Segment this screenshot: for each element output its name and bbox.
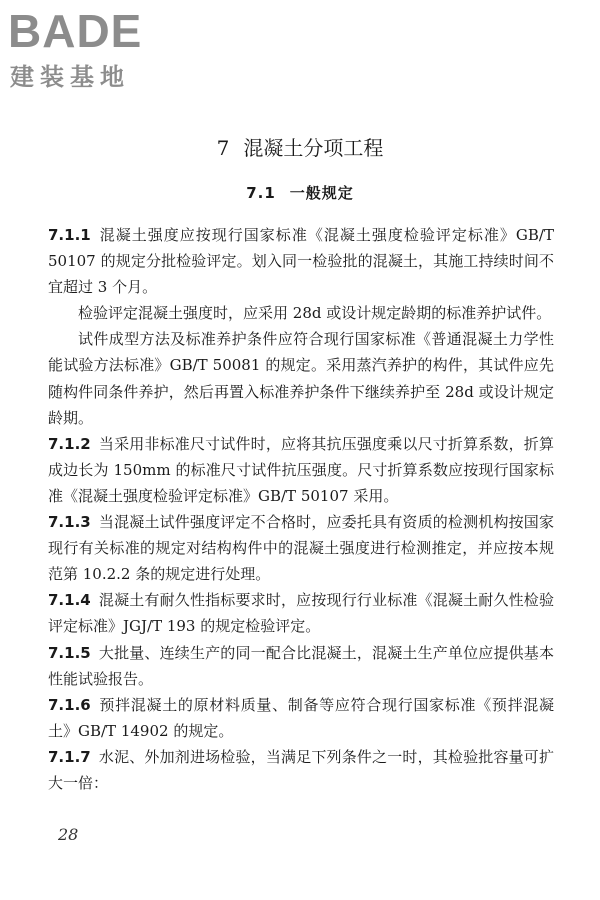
paragraph-text: 检验评定混凝土强度时，应采用 28d 或设计规定龄期的标准养护试件。 [78, 304, 552, 323]
clause-number: 7.1.4 [48, 591, 91, 610]
paragraph-text: 大批量、连续生产的同一配合比混凝土，混凝土生产单位应提供基本性能试验报告。 [48, 643, 554, 688]
paragraph [48, 326, 554, 430]
chapter-title-text: 混凝土分项工程 [243, 136, 384, 160]
paragraph-text: 水泥、外加剂进场检验，当满足下列条件之一时，其检验批容量可扩大一倍： [48, 747, 554, 792]
paragraph-text: 当采用非标准尺寸试件时，应将其抗压强度乘以尺寸折算系数，折算成边长为 150mm 的标准尺寸试件抗压强度。尺寸折算系数应按现行国家标准《混凝土强度检验评定标准》GB/T 50107 采用。 [48, 434, 554, 505]
paragraph-7-1-1 [48, 222, 554, 300]
paragraph-7-1-6 [48, 692, 554, 744]
paragraph-text: 预拌混凝土的原材料质量、制备等应符合现行国家标准《预拌混凝土》GB/T 14902 的规定。 [48, 695, 554, 740]
paragraph-text: 混凝土有耐久性指标要求时，应按现行行业标准《混凝土耐久性检验评定标准》JGJ/T 193 的规定检验评定。 [48, 591, 554, 636]
body-text [48, 222, 554, 796]
paragraph-text: 试件成型方法及标准养护条件应符合现行国家标准《普通混凝土力学性能试验方法标准》GB/T 50081 的规定。采用蒸汽养护的构件，其试件应先随构件同条件养护，然后再置入标准养护条件下继续养护至 28d 或设计规定龄期。 [48, 330, 554, 427]
page-number: 28 [58, 825, 79, 844]
paragraph [48, 300, 554, 326]
clause-number: 7.1.1 [48, 226, 91, 244]
clause-number: 7.1.7 [48, 747, 91, 766]
paragraph-7-1-7 [48, 744, 554, 796]
paragraph-7-1-3 [48, 509, 554, 587]
paragraph-text: 当混凝土试件强度评定不合格时，应委托具有资质的检测机构按国家现行有关标准的规定对结构构件中的混凝土强度进行检测推定，并应按本规范第 10.2.2 条的规定进行处理。 [48, 513, 554, 584]
section-title-text: 一般规定 [289, 184, 354, 202]
logo-chinese-text: 建装基地 [10, 63, 130, 91]
chapter-number: 7 [216, 136, 230, 160]
clause-number: 7.1.5 [48, 643, 91, 662]
section-number: 7.1 [246, 184, 276, 202]
logo-wordmark: BADE [8, 5, 143, 57]
clause-number: 7.1.3 [48, 513, 91, 532]
clause-number: 7.1.6 [48, 695, 91, 714]
logo [8, 6, 208, 96]
paragraph-text: 混凝土强度应按现行国家标准《混凝土强度检验评定标准》GB/T 50107 的规定分批检验评定。划入同一检验批的混凝土，其施工持续时间不宜超过 3 个月。 [48, 226, 554, 297]
paragraph-7-1-2 [48, 431, 554, 509]
section-title [0, 183, 600, 203]
paragraph-7-1-4 [48, 587, 554, 639]
paragraph-7-1-5 [48, 640, 554, 692]
chapter-title [0, 135, 600, 161]
clause-number: 7.1.2 [48, 434, 91, 453]
